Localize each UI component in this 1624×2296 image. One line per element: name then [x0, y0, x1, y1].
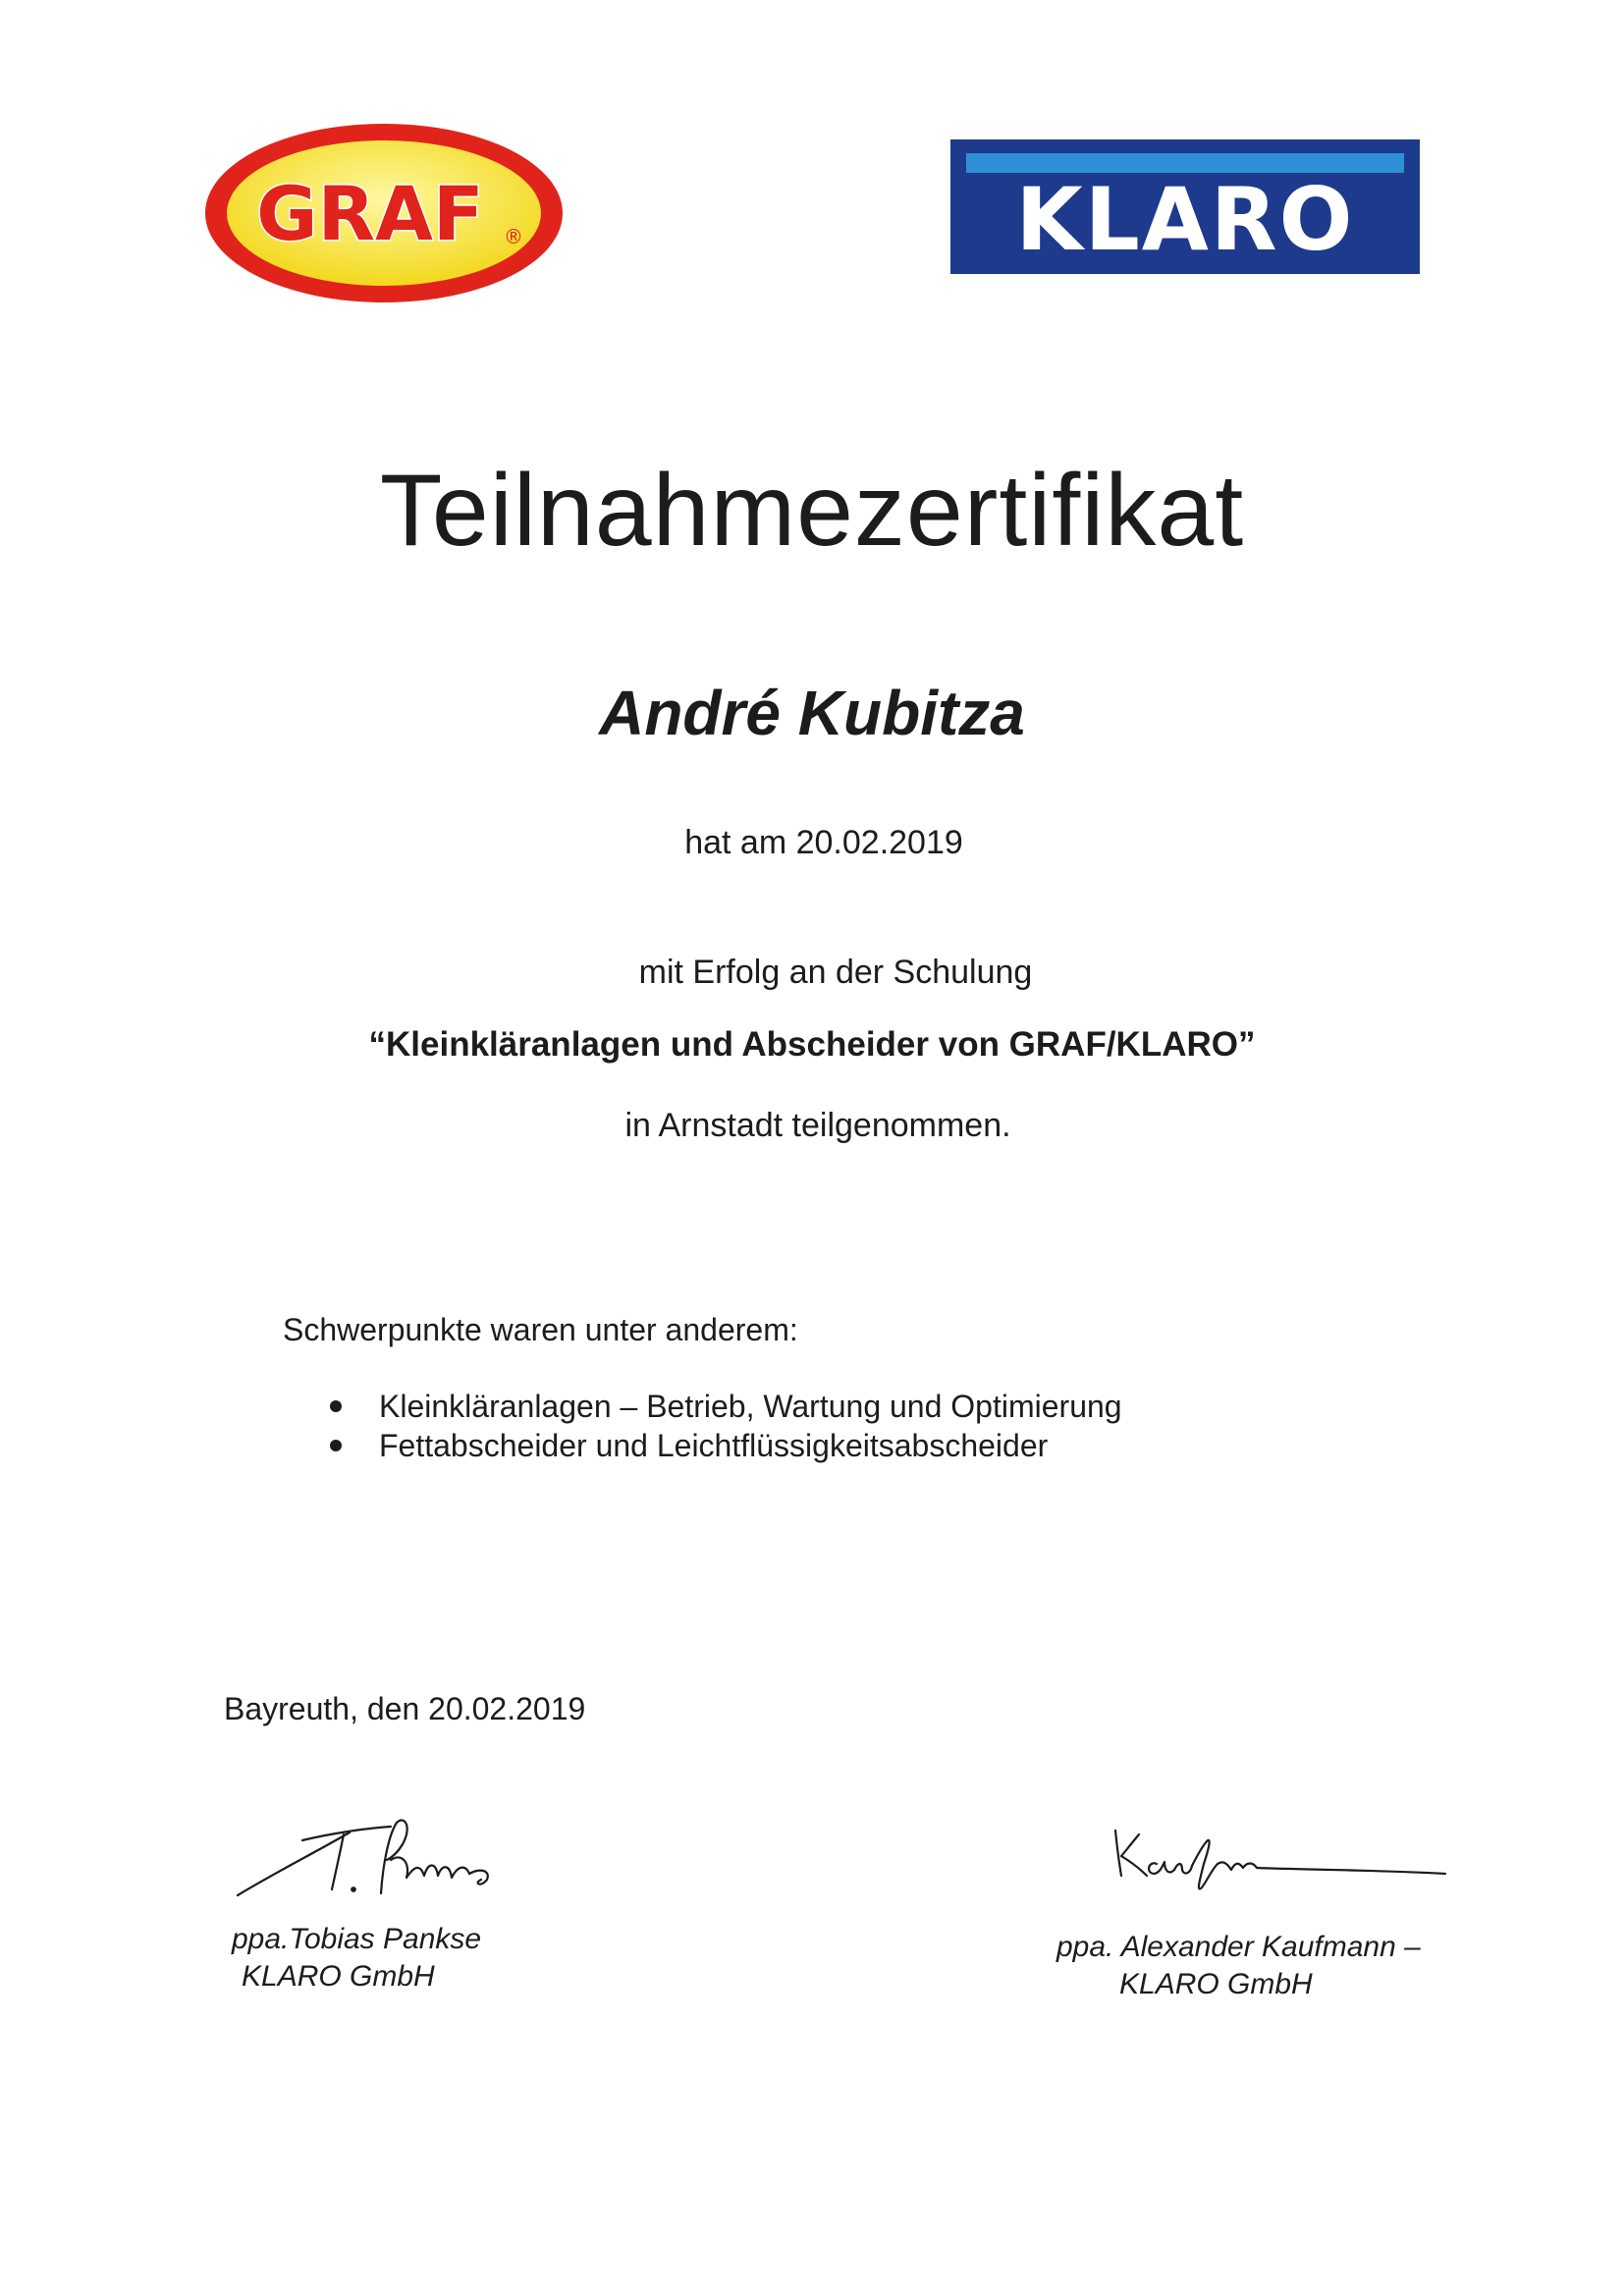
klaro-logo-text: KLARO: [1015, 169, 1355, 270]
focus-item-text: Fettabscheider und Leichtflüssigkeitsabscheider: [379, 1428, 1049, 1463]
signer-right-name: ppa. Alexander Kaufmann –: [1056, 1931, 1421, 1963]
focus-list-item: [330, 1387, 1122, 1426]
course-title: “Kleinkläranlagen und Abscheider von GRAF/KLARO”: [368, 1025, 1256, 1064]
klaro-logo: [950, 139, 1420, 274]
focus-list: [330, 1387, 1122, 1465]
focus-heading: Schwerpunkte waren unter anderem:: [283, 1312, 798, 1347]
success-line: mit Erfolg an der Schulung: [638, 954, 1033, 991]
participant-name: André Kubitza: [599, 678, 1025, 748]
signature-right: [1110, 1805, 1453, 1903]
focus-item-text: Kleinkläranlagen – Betrieb, Wartung und Optimierung: [379, 1389, 1122, 1424]
graf-logo-graphic: [201, 120, 567, 306]
focus-list-item: [330, 1426, 1122, 1465]
graf-registered-mark: ®: [504, 225, 523, 248]
signer-left-name: ppa.Tobias Pankse: [232, 1923, 482, 1955]
participation-date-line: hat am 20.02.2019: [684, 824, 963, 861]
location-line: in Arnstadt teilgenommen.: [624, 1107, 1011, 1144]
signature-left: [234, 1805, 509, 1903]
certificate-title: Teilnahmezertifikat: [379, 454, 1245, 568]
graf-logo: [201, 120, 567, 306]
bullet-icon: [330, 1440, 342, 1451]
graf-logo-text: GRAF: [256, 170, 484, 257]
bullet-icon: [330, 1400, 342, 1412]
signer-right-company: KLARO GmbH: [1119, 1968, 1313, 2000]
place-and-date: Bayreuth, den 20.02.2019: [224, 1691, 586, 1726]
signer-left-company: KLARO GmbH: [242, 1960, 435, 1993]
